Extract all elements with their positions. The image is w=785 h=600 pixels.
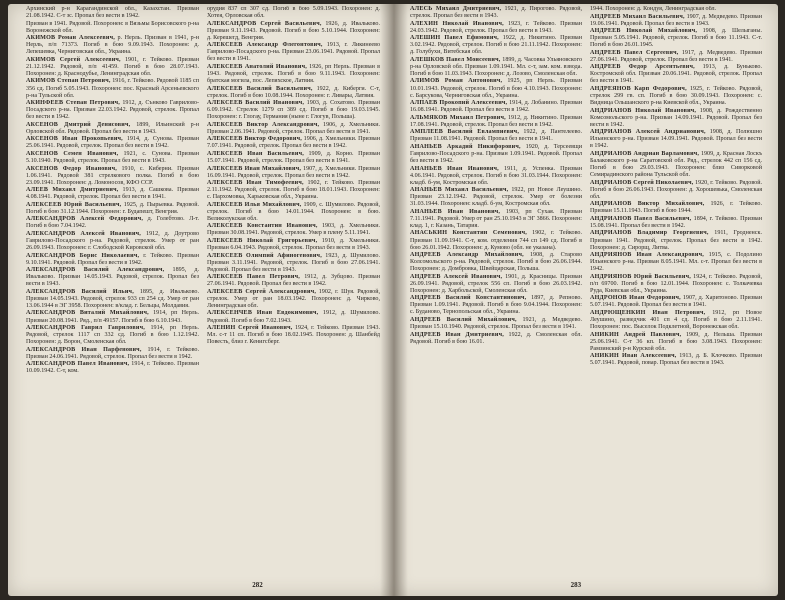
entry-name: АЛЕКСАНДРОВ Василий Ильич, xyxy=(26,288,134,295)
memorial-entry xyxy=(410,230,582,251)
entry-name: АЛЕКСЕЕВ Николай Григорьевич, xyxy=(207,238,318,244)
entry-text: 1902, г. Тейково. Призван 2.11.1942. Рядовой, стрелок. Погиб в бою 18.01.1943. Похоронен: с. Пархомовка, Харьковская обл., Украина. xyxy=(207,180,380,201)
entry-text: 1903, д. Сохатово. Призван 6.09.1942. Стрелок 1279 сп 389 сд. Погиб в бою 19.03.1945. Похоронен: г. Глогау, Германия (ныне г. Глогув, Польша). xyxy=(207,100,380,121)
entry-name: АЛЕШКОВ Павел Моисеевич, xyxy=(410,56,501,63)
memorial-entry xyxy=(207,136,380,150)
memorial-entry xyxy=(410,57,582,78)
memorial-entry xyxy=(26,267,199,288)
entry-name: АЛЕХИН Николай Иванович, xyxy=(410,20,504,27)
entry-text: 1925, г. Тейково. Рядовой, стрелок 299 гв. сп. Погиб в бою 30.09.1943. Похоронен: с. Видница Ольшанского р-на Киевской обл., Украина. xyxy=(590,86,762,107)
entry-name: АЛЕКСЕНЧЕВ Иван Евдокимович, xyxy=(207,310,319,317)
memorial-entry xyxy=(590,201,762,215)
entry-text: 1914, д. Лобанино. Призван 16.08.1941. Рядовой. Пропал без вести в 1942. xyxy=(410,100,582,114)
entry-name: АНДРИАНОВ Андриан Варламович, xyxy=(590,150,700,157)
memorial-entry xyxy=(26,21,199,35)
entry-name: АКИМОВ Степан Петрович, xyxy=(26,78,111,85)
entry-name: АЛЕЕВ Михаил Дмитриевич, xyxy=(26,187,119,194)
entry-name: АЛЕСЬ Михаил Дмитриевич, xyxy=(410,6,502,12)
entry-name: АЛЕКСЕЕВ Виктор Александрович, xyxy=(207,121,320,128)
memorial-entry xyxy=(410,6,582,20)
entry-name: АЛЕКСЕЕВ Сергей Александрович, xyxy=(207,288,317,295)
memorial-entry xyxy=(207,6,380,20)
book-spread xyxy=(8,4,778,596)
entry-text: 1903, рп Сухая. Призван 7.11.1941. Рядовой. Умер от ран 25.10.1943 в ЭГ 3866. Похоронен: клад. 1, г. Казань, Татария. xyxy=(410,208,582,229)
entry-text: р. Нерль. Призван в 1941, р-н Нерль, п/п 71373. Погиб в бою 9.09.1943. Похоронен: д. Лепешевка, Черниговская обл., Украина. xyxy=(26,35,199,56)
memorial-entry xyxy=(410,115,582,129)
entry-name: АНДРИЯНОВ Юрий Васильевич, xyxy=(590,273,691,280)
entry-name: АКСЕНОВ Иван Прокопьевич, xyxy=(26,136,123,143)
memorial-entry xyxy=(590,129,762,150)
memorial-entry xyxy=(26,289,199,310)
right-page xyxy=(394,4,778,596)
entry-text: 1914, рп Нерль. Призван 20.08.1941. Ряд., п/п 49157. Погиб в бою 6.10.1943. xyxy=(26,310,199,324)
entry-name: АКИМОВ Сергей Алексеевич, xyxy=(26,56,121,63)
memorial-entry xyxy=(26,151,199,165)
entry-name: АНДРИАНОВ Алексей Андрианович, xyxy=(590,129,706,136)
memorial-entry xyxy=(207,86,380,100)
memorial-entry xyxy=(410,144,582,165)
entry-text: 1920, г. Тейково. Рядовой. Погиб в бою 26.06.1943. Похоронен: д. Хорошевька, Смоленская обл. xyxy=(590,179,762,200)
entry-name: АЛЕКСЕЕВ Илья Михайлович, xyxy=(207,201,302,208)
entry-text: 1908, д. Полюшно Ильинского р-на. Призван 14.09.1941. Рядовой. Пропал без вести в 1942. xyxy=(590,129,762,150)
entry-name: АНДРИАНОВ Павел Васильевич, xyxy=(590,215,692,222)
right-column-2 xyxy=(590,6,762,572)
entry-text: 1913, д. Сашкова. Призван 4.08.1941. Рядовой, стрелок. Пропал без вести в 1941. xyxy=(26,187,199,201)
entry-text: 1913, д. Буньково. Костромской обл. Призван 20.06.1941. Рядовой, стрелок. Пропал без вести в 1941. xyxy=(590,64,762,85)
entry-text: 1926, г. Тейково. Призван 15.11.1943. Погиб в бою 1944. xyxy=(590,201,762,215)
entry-name: АКСЕНОВ Федор Иванович, xyxy=(26,165,117,172)
entry-name: АМПЛЕЕВ Василий Евлампиевич, xyxy=(410,129,520,136)
entry-text: 1914, д. Сунова. Призван 25.06.1941. Рядовой, стрелок. Пропал без вести в 1942. xyxy=(26,136,199,150)
memorial-entry xyxy=(590,180,762,201)
entry-text: 1917, д. Медведево. Призван 27.06.1941. Рядовой, стрелок. Пропал без вести в 1941. xyxy=(590,49,762,63)
entry-text: 1906, д. Хмельники. Призван 2.06.1941. Рядовой, стрелок. Пропал без вести в 1941. xyxy=(207,121,380,135)
entry-name: АКСЕНОВ Дмитрий Денисович, xyxy=(26,121,131,128)
entry-name: АНДРИАНОВ Владимир Георгиевич, xyxy=(590,230,709,237)
entry-name: АЛЕКСЕЕВ Юрий Васильевич, xyxy=(26,201,122,208)
entry-text: 1908, д. Рождественно Комсомольского р-на. Призван 14.09.1941. Рядовой. Пропал без вести в 1942. xyxy=(590,107,762,128)
memorial-entry xyxy=(590,274,762,295)
entry-name: АЛИМОВ Роман Антонович, xyxy=(410,78,503,85)
memorial-entry xyxy=(410,332,582,346)
memorial-entry xyxy=(410,78,582,99)
entry-text: 1902, г. Шуя. Рядовой, стрелок. Умер от ран 18.03.1942. Похоронен: д. Чирково, Ленинградская обл. xyxy=(207,288,380,309)
entry-name: АНДРИАНОВ Сергей Николаевич, xyxy=(590,179,694,186)
memorial-entry xyxy=(410,274,582,295)
entry-name: АЛЕКСАНДРОВ Иван Парфенович, xyxy=(26,346,142,353)
entry-text: 1925, рп Нерль. Призван 10.01.1943. Рядовой, стрелок. Погиб в бою 4.10.1943. Похоронен: с. Барсукова, Черниговская обл., Украина. xyxy=(410,78,582,99)
entry-text: 1909, д. Корно. Призван 15.07.1941. Рядовой, стрелок. Пропал без вести в 1941. xyxy=(207,150,380,164)
entry-name: АНДРЕЕВ Федор Арсентьевич, xyxy=(590,64,695,71)
memorial-entry xyxy=(207,64,380,85)
entry-name: АЛЕКСАНДРОВ Борис Николаевич, xyxy=(26,252,140,259)
memorial-entry xyxy=(590,14,762,28)
memorial-entry xyxy=(26,122,199,136)
entry-text: г. Тейково. Призван 9.10.1941. Рядовой. Пропал без вести в 1942. xyxy=(26,252,199,266)
memorial-entry xyxy=(410,166,582,187)
entry-name: АНДРЕЕВ Василий Михайлович, xyxy=(410,317,517,324)
entry-text: 1912, д. Никитино. Призван 17.08.1941. Рядовой, стрелок. Пропал без вести в 1942. xyxy=(410,114,582,128)
entry-text: 1895, д. Ивальково. Призван 14.05.1943. Рядовой, стрелок. Пропал без вести в 1943. xyxy=(26,267,199,288)
memorial-entry xyxy=(590,6,762,13)
entry-text: 1923, д. Шумилово. Призван 3.11.1941. Рядовой, стрелок. Погиб в бою 27.06.1941. Рядовой. Пропал без вести в 1943. xyxy=(207,252,380,273)
entry-name: АЛЕКСАНДРОВ Виталий Михайлович, xyxy=(26,310,149,317)
entry-text: 1925, д. Пырьевка. Рядовой. Погиб в бою 31.12.1944. Похоронен: г. Будапешт, Венгрия. xyxy=(26,201,199,215)
entry-name: АНДРЕЕВ Василий Константинович, xyxy=(410,295,527,302)
entry-name: АЛЕКСЕЕВ Олимпий Афиногенович, xyxy=(207,252,322,259)
entry-text: 1907, д. Медведево. Призван 19.06.1941. Рядовой. Пропал без вести в 1943. xyxy=(590,13,762,27)
page-number: 282 xyxy=(252,581,263,589)
entry-name: АНАНЬЕВ Иван Иванович, xyxy=(410,208,501,215)
memorial-entry xyxy=(410,295,582,316)
memorial-entry xyxy=(207,238,380,252)
entry-name: АЛЕКСЕЕВ Анатолий Иванович, xyxy=(207,63,307,70)
entry-name: АЛЕКСЕЕВ Александр Флегонтович, xyxy=(207,42,323,49)
entry-name: АЛЕКСАНДРОВ Алексей Иванович, xyxy=(26,230,142,237)
entry-text: 1907, д. Хмельники. Призван 16.09.1941. Рядовой, стрелок. Пропал без вести в 1942. xyxy=(207,165,380,179)
entry-text: 1903, д. Хмельники. Призван 30.08.1941. Рядовой, стрелок. Умер в плену 5.11.1941. xyxy=(207,223,380,237)
memorial-entry xyxy=(410,129,582,143)
entry-name: АНИКИН Иван Алексеевич, xyxy=(590,353,677,360)
entry-text: 1916, г. Тейково. Рядовой 1185 сп 356 сд. Погиб 5.05.1943. Похоронен: пос. Красный Арсеньевского р-на Тульской обл. xyxy=(26,78,199,99)
entry-text: 1907, д. Харитоново. Призван 5.07.1941. Рядовой. Пропал без вести в 1941. xyxy=(590,295,762,309)
memorial-entry xyxy=(590,86,762,107)
memorial-entry xyxy=(207,202,380,223)
entry-text: 1909, с. Шумилово. Рядовой, стрелок. Погиб в бою 14.01.1944. Похоронен: в бою. Великолукская обл. xyxy=(207,201,380,222)
entry-text: 1922, д. Смоленская обл. Рядовой. Погиб в бою 16.01. xyxy=(410,331,582,345)
memorial-entry xyxy=(26,253,199,267)
entry-name: АЛЕКСАНДРОВ Алексей Федорович, xyxy=(26,216,144,223)
entry-text: 1908, д. Старово Колсомольского р-на. Рядовой, стрелок. Погиб в бою 26.06.1944. Похоронен: д. Домбровка, Швейцарская, Польша. xyxy=(410,252,582,273)
entry-name: АНДРИАНОВ Николай Иванович, xyxy=(590,107,697,114)
memorial-entry xyxy=(410,100,582,114)
entry-name: АНДРОНОВ Иван Федорович, xyxy=(590,295,681,302)
memorial-entry xyxy=(26,231,199,252)
entry-text: 1901, г. Тейково. Призван 21.12.1942. Рядовой, п/п 41459. Погиб в бою 28.07.1943. Похоронен: д. Краснодубье, Ленинградская обл. xyxy=(26,56,199,77)
entry-name: АЛЕКСЕЕВ Иван Михайлович, xyxy=(207,165,302,172)
entry-text: 1921, д. Медведево. Призван 15.10.1940. Рядовой, стрелок. Пропал без вести в 1941. xyxy=(410,317,582,331)
memorial-entry xyxy=(26,325,199,346)
memorial-entry xyxy=(26,100,199,121)
entry-name: АЛЕКСЕЕВ Константин Иванович, xyxy=(207,223,318,230)
left-column-2 xyxy=(207,6,380,572)
memorial-entry xyxy=(207,325,380,346)
entry-text: 1906, д. Хмельники. Призван 7.07.1941. Рядовой, стрелок. Пропал без вести в 1942. xyxy=(207,136,380,150)
entry-text: 1922, д. Пантелеево. Призван 11.08.1941. Рядовой. Пропал без вести в 1941. xyxy=(410,129,582,143)
memorial-entry xyxy=(207,122,380,136)
entry-name: АЛЕКСЕЕВ Василий Иванович, xyxy=(207,100,305,107)
memorial-entry xyxy=(410,317,582,331)
entry-text: 1922, рп Новое Леушино. Призван 23.12.1942. Рядовой, стрелок. Умер от болезни 31.03.1944. Похоронен: кладб. б-ум, Костромская обл. xyxy=(410,187,582,208)
page-number: 283 xyxy=(570,581,582,589)
memorial-entry xyxy=(26,6,199,20)
entry-text: 1914, г. Тейково. Призван 10.09.1942. С-т, ком. xyxy=(26,361,199,375)
entry-name: АЛЕКСЕЕВ Василий Васильевич, xyxy=(207,85,313,92)
memorial-entry xyxy=(207,310,380,324)
entry-name: АЛЕКСЕЕВ Иван Тимофеевич, xyxy=(207,180,304,187)
entry-text: 1915, с. Подолино Ильинского р-на. Призван 8.05.1941. Мл. с-т. Пропал без вести в 1942. xyxy=(590,252,762,273)
entry-name: АНАСЬКИН Константин Семенович, xyxy=(410,230,528,237)
memorial-entry xyxy=(207,289,380,310)
entry-name: АКИНФЕЕВ Степан Петрович, xyxy=(26,100,121,107)
entry-name: АЛЕКСЕЕВ Павел Петрович, xyxy=(207,274,300,281)
entry-name: АНДРЕЕВ Александр Михайлович, xyxy=(410,252,524,259)
right-column-1 xyxy=(410,6,582,572)
entry-name: АКИМОВ Роман Алексеевич, xyxy=(26,35,115,42)
entry-name: АЛЕКСЕЕВ Виктор Федорович, xyxy=(207,136,302,143)
entry-text: 1912, д. Зубцово. Призван 27.06.1941. Рядовой. Пропал без вести в 1942. xyxy=(207,274,380,288)
entry-name: АЛЕКСАНДРОВ Василий Александрович, xyxy=(26,267,165,274)
entry-text: 1894, г. Тейково. Призван 15.08.1941. Пропал без вести в 1942. xyxy=(590,215,762,229)
entry-text: 1912, д. Доутрово Гаврилово-Посадского р-на. Рядовой, стрелок. Умер от ран 26.09.1943. Похоронен: г. Слободской Кировской обл. xyxy=(26,230,199,252)
entry-name: АНДРЕЕВ Павел Сергеевич, xyxy=(590,49,679,56)
entry-text: 1914, г. Тейково. Призван 24.06.1941. Рядовой, стрелок. Пропал без вести в 1942. xyxy=(26,346,199,360)
entry-text: 1926, д. Ивальково. Призван 9.11.1943. Рядовой. Погиб в бою 5.10.1944. Похоронен: д. Керешегд, Венгрия. xyxy=(207,20,380,41)
memorial-entry xyxy=(26,216,199,230)
entry-name: АНАНЬЕВ Аркадий Никифорович, xyxy=(410,143,521,150)
entry-text: 1908, д. Шелыганы. Призван 5.05.1941. Рядовой, стрелок. Погиб в бою 11.1943. С-т. Погиб в бою 26.01.1945. xyxy=(590,28,762,49)
memorial-entry xyxy=(26,361,199,375)
entry-text: 1913, г. Ликинеево Гаврилово-Посадского р-на. Призван 23.06.1941. Рядовой. Пропал без вести в 1941. xyxy=(207,42,380,63)
memorial-entry xyxy=(26,310,199,324)
entry-name: АЛЕКСЕЕВ Иван Васильевич, xyxy=(207,150,304,157)
memorial-entry xyxy=(590,216,762,230)
memorial-entry xyxy=(26,202,199,216)
entry-text: 1924, г. Тейково. Призван 1943. Мл. с-т 11 сп. Погиб в бою 18.02.1945. Похоронен: д. Шанбейд Повесть, близ г. Кенигсберг. xyxy=(207,325,380,346)
memorial-entry xyxy=(26,136,199,150)
entry-name: АНДРЕЕВ Иван Дмитриевич, xyxy=(410,331,504,338)
memorial-entry xyxy=(26,166,199,187)
memorial-entry xyxy=(207,223,380,237)
entry-text: 1911, Гродненск. Призван 1941. Рядовой, стрелок. Пропал без вести в 1942. Похоронен: д. Сирорщ, Литва. xyxy=(590,230,762,251)
memorial-entry xyxy=(590,230,762,251)
entry-name: АЛЕКСАНДРОВ Сергей Васильевич, xyxy=(207,20,322,27)
entry-text: 1921, д. Пирогово. Рядовой, стрелок. Пропал без вести в 1943. xyxy=(410,6,582,20)
entry-text: 1913, д. Б. Клочково. Призван 5.07.1941. Рядовой, повар. Пропал без вести в 1943. xyxy=(590,353,762,367)
entry-text: 1921, с. Сунова. Призван 5.10.1940. Рядовой, стрелок. Пропал без вести в 1943. xyxy=(26,150,199,164)
entry-text: 1899, д. Часовка Ульяновского р-на Орловской обл. Призван 1.09.1941. Мл. с-т, зам. ком. взвода. Погиб в бою 11.03.1943. Похоронен: д. Лозово, Смоленская обл. xyxy=(410,56,582,77)
entry-text: 1910, д. Хмельники. Призван 6.04.1943. Рядовой, стрелок. Пропал без вести в 1943. xyxy=(207,238,380,252)
entry-name: АНДРЕЕВ Алексей Иванович, xyxy=(410,273,503,280)
entry-text: 1909, д. Нельша. Призван 25.06.1941. С-т 36 кп. Погиб в бою 3.08.1943. Похоронен: Рамзинский р-н Курской обл. xyxy=(590,331,762,352)
entry-name: АНДРЕЕВ Михаил Васильевич, xyxy=(590,13,685,20)
entry-name: АЛЕКСАНДРОВ Павел Иванович, xyxy=(26,361,130,368)
memorial-entry xyxy=(410,209,582,230)
memorial-entry xyxy=(207,42,380,63)
memorial-entry xyxy=(207,274,380,288)
entry-name: АНАНЬЕВ Михаил Васильевич, xyxy=(410,187,509,194)
entry-name: АЛПАЕВ Прокопий Алексеевич, xyxy=(410,100,508,107)
entry-text: д. Голебтово. Л-т. Погиб в бою 7.04.1942. xyxy=(26,216,199,230)
entry-text: 1912, рп Новое Леушино, разведчик 401 сп 4 сд. Погиб в бою 2.11.1941. Похоронен: пос. Выселок Подклетной, Воронежская обл. xyxy=(590,309,762,331)
left-page xyxy=(8,4,394,596)
entry-text: 1923, г. Тейково. Призван 24.03.1942. Рядовой, стрелок. Пропал без вести в 1943. xyxy=(410,20,582,34)
entry-text: 1910, с. Киберни. Призван 1.06.1941. Рядовой 381 стрелкового полка. Погиб в бою 23.09.1941. Похоронен: д. Ломоносов, КФО ССР. xyxy=(26,165,199,186)
entry-name: АНДРИАНОВ Виктор Михайлович, xyxy=(590,201,705,208)
entry-text: орудия 837 сп 307 сд. Погиб в бою 5.09.1943. Похоронен: д. Хотея, Орловская обл. xyxy=(207,6,380,20)
memorial-entry xyxy=(207,166,380,180)
entry-name: АНДРИЯНОВ Иван Александрович, xyxy=(590,252,704,259)
right-page-columns xyxy=(410,6,762,572)
entry-name: АНДРЮЩЕНКИН Иван Петрович, xyxy=(590,309,706,316)
memorial-entry xyxy=(410,21,582,35)
memorial-entry xyxy=(590,332,762,353)
entry-text: 1924, г. Тейково. Рядовой, п/п 69700. Погиб в бою 12.01.1944. Похоронен: с. Толкачевка Руда, Киевская обл., Украина. xyxy=(590,273,762,294)
entry-text: 1922, д. Киберги. С-т, стрелок. Погиб в бою 10.08.1944. Похоронен: г. Ливары, Латвия. xyxy=(207,85,380,99)
entry-name: АКСЕНОВ Семен Иванович, xyxy=(26,150,119,157)
entry-name: АЛЕНИН Сергей Иванович, xyxy=(207,325,293,332)
entry-text: Архинский р-н Карагандинской обл., Казахстан. Призван 21.08.1942. С-т зс. Пропал без вести в 1942. xyxy=(26,6,199,20)
memorial-entry xyxy=(410,252,582,273)
memorial-entry xyxy=(207,21,380,42)
entry-text: 1920, д. Терсеевщи Гаврилово-Посадского р-на. Призван 1.09.1941. Рядовой. Пропал без вести в 1942. xyxy=(410,143,582,164)
memorial-entry xyxy=(590,108,762,129)
memorial-entry xyxy=(26,347,199,361)
memorial-entry xyxy=(26,35,199,56)
memorial-entry xyxy=(590,252,762,273)
memorial-entry xyxy=(207,151,380,165)
memorial-entry xyxy=(207,253,380,274)
entry-name: АНДРЕЯНОВ Карп Федорович, xyxy=(590,86,687,93)
entry-text: 1897, д. Репново. Призван 1.09.1941. Рядовой. Погиб в бою 9.04.1944. Похоронен: с. Буданово, Тернопольская обл., Украина. xyxy=(410,295,582,316)
memorial-entry xyxy=(410,187,582,208)
entry-name: АЛЬМЯКОВ Михаил Петрович, xyxy=(410,114,506,121)
entry-text: 1914, рп Нерль. Рядовой, стрелок 1117 сп 332 сд. Погиб в бою 1.12.1942. Похоронен: д. Ворон, Смоленская обл. xyxy=(26,325,199,346)
entry-text: 1901, д. Красницы. Призван 26.09.1941. Рядовой, стрелок 556 сп. Погиб в бою 26.03.1942. Похоронен: д. Харбольской, Смоленская обл. xyxy=(410,273,582,294)
memorial-entry xyxy=(590,50,762,64)
entry-name: АЛЕШИН Павел Ефимович, xyxy=(410,35,499,42)
memorial-entry xyxy=(207,100,380,121)
left-column-1 xyxy=(26,6,199,572)
entry-text: 1944. Похоронен: д. Кондуя, Ленинградская обл. xyxy=(590,6,717,12)
entry-text: 1909, д. Красная Лоскъ Балаковского р-на Саратовской обл. Ряд., стрелок 442 сп 156 сд. Погиб в бою 29.03.1943. Похоронен: близ Сиворковой Семирадинского района Тульской обл. xyxy=(590,150,762,179)
memorial-entry xyxy=(590,28,762,49)
left-page-columns xyxy=(26,6,380,572)
memorial-entry xyxy=(207,180,380,201)
entry-name: АНИКИН Андрей Павлович, xyxy=(590,331,682,338)
page-gutter-shadow xyxy=(394,4,408,596)
entry-text: 1899, Ильинский р-н Орловской обл. Рядовой. Пропал без вести в 1943. xyxy=(26,121,199,135)
entry-text: 1902, г. Тейково. Призван 11.09.1941. С-т, ком. отделения 744 сп 149 сд. Погиб в бою 26.01.1942. Похоронен: д. Кумово (обл. не указана). xyxy=(410,230,582,251)
entry-text: Призван в 1941. Рядовой. Похоронен: в Вязьмы Борисовского р-на Воронежской обл. xyxy=(26,20,199,34)
entry-text: 1911, д. Успенка. Призван 4.06.1941. Рядовой, стрелок. Погиб в бою 31.03.1944. Похоронен: кладб. б-ум, Костромская обл. xyxy=(410,165,582,186)
entry-text: 1926, рп Нерль. Призван в 1943. Рядовой, стрелок. Погиб в бою 9.11.1943. Похоронен: братская могила, пос. Лепяхское, Латвия. xyxy=(207,63,380,84)
memorial-entry xyxy=(590,295,762,309)
memorial-entry xyxy=(590,151,762,179)
memorial-entry xyxy=(26,78,199,99)
entry-text: 1912, д. Сънково Гаврилово-Посадского р-на. Призван 22.03.1942. Рядовой, стрелок. Пропал без вести в 1942. xyxy=(26,100,199,121)
entry-name: АНАНЬЕВ Иван Иванович, xyxy=(410,165,499,172)
entry-text: 1895, д. Ивальково. Призван 14.05.1943. Рядовой, стрелок 933 сп 254 сд. Умер от ран 13.06.1944 в ЭГ 3958. Похоронен: в/клад. г. Бельцы, Молдавия. xyxy=(26,288,199,309)
memorial-entry xyxy=(410,35,582,56)
memorial-entry xyxy=(26,57,199,78)
memorial-entry xyxy=(590,310,762,331)
memorial-entry xyxy=(590,353,762,367)
page-gutter-shadow xyxy=(380,4,394,596)
memorial-entry xyxy=(26,187,199,201)
entry-text: 1912, д. Шумилово. Рядовой. Погиб в бою 7.02.1943. xyxy=(207,310,380,324)
entry-name: АЛЕКСАНДРОВ Гаврил Гаврилович, xyxy=(26,325,145,332)
entry-text: 1922, д. Никитино. Призван 3.02.1942. Рядовой, стрелок. Погиб в бою 21.11.1942. Похоронен: д. Голубухи, Витебская обл. xyxy=(410,35,582,56)
memorial-entry xyxy=(590,64,762,85)
entry-name: АНДРЕЕВ Николай Михайлович, xyxy=(590,28,698,35)
